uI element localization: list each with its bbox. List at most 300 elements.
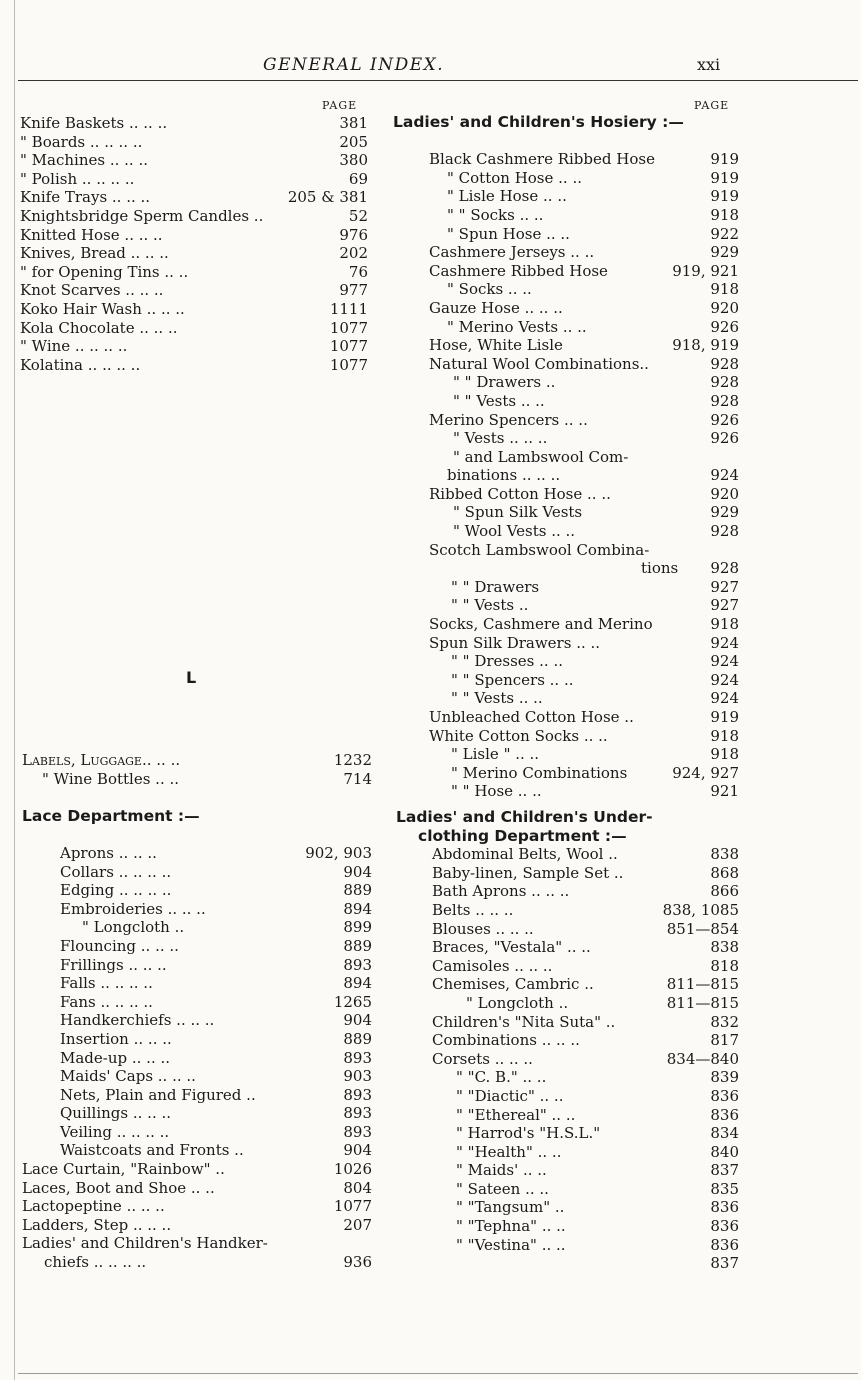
entry-text: " for Opening Tins .. .. <box>20 262 189 281</box>
entry-page: 76 <box>348 262 368 281</box>
index-entry <box>22 1067 372 1086</box>
entry-text: " Spun Hose .. .. <box>447 224 570 243</box>
index-entry <box>396 1013 739 1032</box>
entry-page: 202 <box>339 244 368 263</box>
entry-page: 899 <box>343 918 372 937</box>
entry-page: 920 <box>710 298 739 317</box>
index-entry <box>396 1068 739 1087</box>
entry-page: 926 <box>710 410 739 429</box>
entry-text: Flouncing .. .. .. <box>60 936 179 955</box>
entry-page: 804 <box>343 1178 372 1197</box>
entry-text: " "Ethereal" .. .. <box>456 1105 576 1124</box>
entry-text: " Wine .. .. .. .. <box>20 337 128 356</box>
entry-text: Edging .. .. .. .. <box>60 881 172 900</box>
index-entry <box>396 1087 739 1106</box>
index-entry <box>393 671 739 690</box>
entry-text: " Spun Silk Vests <box>453 503 583 522</box>
entry-page: 902, 903 <box>305 843 372 862</box>
entry-page: 919, 921 <box>672 261 739 280</box>
entry-text: Unbleached Cotton Hose .. <box>429 708 634 726</box>
index-entry <box>393 764 739 783</box>
entry-text: tions <box>641 559 679 578</box>
entry-page: 918, 919 <box>672 336 739 355</box>
entry-text: Veiling .. .. .. .. <box>60 1122 170 1141</box>
entry-text: Corsets .. .. .. <box>432 1049 533 1068</box>
index-entry <box>393 745 739 764</box>
index-entry <box>20 337 368 356</box>
index-entry <box>20 281 368 300</box>
index-entry <box>393 689 739 708</box>
entry-page: 918 <box>710 745 739 764</box>
entry-text: " Sateen .. .. <box>456 1179 549 1198</box>
index-entry <box>22 937 372 956</box>
index-entry <box>22 1197 372 1216</box>
index-entry <box>393 262 739 281</box>
entry-text: " Cotton Hose .. .. <box>447 168 582 187</box>
entry-text: Ladies' and Children's Under- <box>396 808 653 826</box>
entry-text: White Cotton Socks .. .. <box>429 726 608 745</box>
index-entry <box>20 133 368 152</box>
entry-page: 929 <box>710 243 739 262</box>
entry-text: clothing Department :— <box>418 826 627 845</box>
entry-page: 921 <box>710 782 739 801</box>
index-entry <box>396 845 739 864</box>
index-entry <box>20 188 368 207</box>
entry-page: 837 <box>710 1161 739 1180</box>
entry-page: 866 <box>710 882 739 901</box>
entry-page: 894 <box>343 974 372 993</box>
index-entry <box>396 1050 739 1069</box>
entry-page: 918 <box>710 280 739 299</box>
entry-text: Labels, Luggage.. .. .. <box>22 751 181 769</box>
index-entry <box>393 429 739 448</box>
index-entry <box>22 918 372 937</box>
entry-text: Knightsbridge Sperm Candles .. <box>20 206 264 225</box>
entry-text: Children's "Nita Suta" .. <box>432 1012 616 1031</box>
entry-text: Ladies' and Children's Handker- <box>22 1234 268 1253</box>
index-column-underclothing <box>396 808 739 1273</box>
entry-page: 839 <box>710 1068 739 1087</box>
index-entry <box>393 522 739 541</box>
entry-page: 834—840 <box>666 1049 739 1068</box>
entry-text: Ladies' and Children's Hosiery :— <box>393 113 684 131</box>
index-entry <box>22 900 372 919</box>
entry-page: 836 <box>710 1235 739 1254</box>
entry-text: Black Cashmere Ribbed Hose <box>429 150 655 169</box>
index-entry <box>22 770 372 789</box>
entry-text: Lace Curtain, "Rainbow" .. <box>22 1160 225 1179</box>
entry-page: 1077 <box>333 1197 372 1216</box>
index-entry <box>20 170 368 189</box>
entry-text: Laces, Boot and Shoe .. .. <box>22 1178 215 1197</box>
index-entry <box>20 300 368 319</box>
index-entry <box>396 1161 739 1180</box>
entry-page: 851—854 <box>666 919 739 938</box>
entry-text: Knives, Bread .. .. .. <box>20 244 169 263</box>
index-entry <box>396 1217 739 1236</box>
entry-page: 838, 1085 <box>662 900 739 919</box>
index-entry <box>396 901 739 920</box>
left-page-label: PAGE <box>322 99 358 112</box>
entry-text: " " Dresses .. .. <box>451 652 563 671</box>
entry-text: binations .. .. .. <box>447 466 561 485</box>
entry-page: 205 & 381 <box>287 188 368 207</box>
index-entry <box>22 956 372 975</box>
index-entry <box>22 1049 372 1068</box>
index-entry <box>396 957 739 976</box>
index-entry <box>396 920 739 939</box>
index-entry <box>396 808 739 827</box>
entry-text: " "Health" .. .. <box>456 1142 562 1161</box>
index-entry <box>396 1031 739 1050</box>
entry-text: " Longcloth .. <box>466 993 569 1012</box>
index-entry <box>22 1123 372 1142</box>
entry-page: 381 <box>339 114 368 132</box>
page-header <box>0 55 861 79</box>
entry-page: 811—815 <box>666 993 739 1012</box>
index-entry <box>22 1179 372 1198</box>
entry-page: 889 <box>343 1029 372 1048</box>
entry-text: " Harrod's "H.S.L." <box>456 1124 601 1143</box>
entry-page: 928 <box>710 354 739 373</box>
index-entry <box>396 1124 739 1143</box>
entry-page: 818 <box>710 956 739 975</box>
index-column-hosiery <box>393 113 739 801</box>
entry-text: Cashmere Jerseys .. .. <box>429 243 595 262</box>
entry-text: Socks, Cashmere and Merino <box>429 615 653 634</box>
entry-text: Quillings .. .. .. <box>60 1104 172 1123</box>
index-entry <box>396 938 739 957</box>
entry-text: " Merino Vests .. .. <box>447 317 587 336</box>
entry-page: 1232 <box>333 751 372 769</box>
entry-page: 920 <box>710 484 739 503</box>
index-entry <box>22 788 372 807</box>
index-entry <box>20 263 368 282</box>
entry-text: Lactopeptine .. .. .. <box>22 1197 165 1216</box>
entry-text: " Lisle Hose .. .. <box>447 187 567 206</box>
entry-text: " Maids' .. .. <box>456 1161 547 1180</box>
index-entry <box>396 975 739 994</box>
entry-page: 928 <box>710 373 739 392</box>
entry-text: Frillings .. .. .. <box>60 955 167 974</box>
index-entry <box>22 1030 372 1049</box>
entry-text: Gauze Hose .. .. .. <box>429 298 563 317</box>
entry-page: 976 <box>339 225 368 244</box>
index-entry <box>20 356 368 375</box>
entry-page: 835 <box>710 1179 739 1198</box>
index-entry <box>22 825 372 844</box>
index-entry <box>393 596 739 615</box>
entry-page: 926 <box>710 317 739 336</box>
entry-page: 928 <box>710 522 739 541</box>
entry-text: " Merino Combinations <box>451 763 628 782</box>
index-entry <box>393 466 739 485</box>
index-entry <box>20 114 368 133</box>
index-entry <box>393 187 739 206</box>
index-entry <box>393 559 739 578</box>
entry-text: Falls .. .. .. .. <box>60 974 153 993</box>
right-page-label: PAGE <box>694 99 730 112</box>
entry-text: " "Diactic" .. .. <box>456 1086 564 1105</box>
entry-text: Cashmere Ribbed Hose <box>429 261 608 280</box>
entry-text: " "Tephna" .. .. <box>456 1217 566 1236</box>
entry-text: Blouses .. .. .. <box>432 919 534 938</box>
index-entry <box>393 503 739 522</box>
index-entry <box>396 1180 739 1199</box>
bottom-rule <box>18 1373 858 1374</box>
index-entry <box>393 615 739 634</box>
entry-text: Handkerchiefs .. .. .. <box>60 1011 215 1030</box>
index-entry <box>393 411 739 430</box>
entry-text: " " Spencers .. .. <box>451 670 574 689</box>
index-entry <box>20 207 368 226</box>
entry-page: 1077 <box>329 355 368 374</box>
entry-page: 817 <box>710 1031 739 1050</box>
entry-page: 889 <box>343 881 372 900</box>
entry-text: Embroideries .. .. .. <box>60 899 206 918</box>
entry-page: 919 <box>710 150 739 169</box>
page-title: GENERAL INDEX. <box>263 55 445 75</box>
entry-text: Waistcoats and Fronts .. <box>60 1141 244 1160</box>
entry-text: Kolatina .. .. .. .. <box>20 355 141 374</box>
entry-page: 929 <box>710 503 739 522</box>
index-entry <box>22 807 372 826</box>
entry-page: 838 <box>710 845 739 864</box>
index-entry <box>393 652 739 671</box>
entry-page: 924, 927 <box>672 763 739 782</box>
index-entry <box>393 782 739 801</box>
entry-page: 936 <box>343 1253 372 1272</box>
entry-page: 893 <box>343 955 372 974</box>
entry-page: 928 <box>710 559 739 578</box>
entry-page: 893 <box>343 1122 372 1141</box>
index-entry <box>22 993 372 1012</box>
index-entry <box>393 634 739 653</box>
entry-page: 919 <box>710 708 739 726</box>
header-rule <box>18 80 858 81</box>
entry-text: Belts .. .. .. <box>432 900 514 919</box>
entry-text: Spun Silk Drawers .. .. <box>429 633 601 652</box>
index-entry <box>396 864 739 883</box>
entry-page: 1077 <box>329 337 368 356</box>
entry-text: Combinations .. .. .. <box>432 1031 580 1050</box>
entry-text: Hose, White Lisle <box>429 336 563 355</box>
index-entry <box>396 827 739 846</box>
page-binding-edge <box>14 0 15 1380</box>
entry-text: Camisoles .. .. .. <box>432 956 553 975</box>
entry-text: " " Socks .. .. <box>447 205 544 224</box>
index-column-l-entries <box>22 751 372 1272</box>
entry-page: 919 <box>710 187 739 206</box>
entry-text: Koko Hair Wash .. .. .. <box>20 299 185 318</box>
index-entry <box>22 751 372 770</box>
index-entry <box>22 881 372 900</box>
index-entry <box>396 1143 739 1162</box>
entry-page: 904 <box>343 862 372 881</box>
entry-text: Nets, Plain and Figured .. <box>60 1085 256 1104</box>
entry-page: 889 <box>343 936 372 955</box>
index-entry <box>396 1106 739 1125</box>
entry-page: 919 <box>710 168 739 187</box>
entry-page: 924 <box>710 670 739 689</box>
index-entry <box>393 318 739 337</box>
entry-text: Kola Chocolate .. .. .. <box>20 318 178 337</box>
index-entry <box>396 882 739 901</box>
index-entry <box>393 280 739 299</box>
index-entry <box>22 1104 372 1123</box>
entry-page: 927 <box>710 577 739 596</box>
entry-text: Ladders, Step .. .. .. <box>22 1215 172 1234</box>
entry-text: Lace Department :— <box>22 806 200 825</box>
entry-text: Collars .. .. .. .. <box>60 862 172 881</box>
index-entry <box>393 541 739 560</box>
entry-page: 894 <box>343 899 372 918</box>
entry-page: 904 <box>343 1011 372 1030</box>
entry-page: 904 <box>343 1141 372 1160</box>
entry-page: 918 <box>710 205 739 224</box>
entry-page: 836 <box>710 1086 739 1105</box>
entry-text: Knife Baskets .. .. .. <box>20 114 168 132</box>
index-entry <box>22 863 372 882</box>
entry-text: Knot Scarves .. .. .. <box>20 281 164 300</box>
entry-text: Knife Trays .. .. .. <box>20 188 151 207</box>
entry-page: 832 <box>710 1012 739 1031</box>
entry-text: " Boards .. .. .. .. <box>20 132 143 151</box>
entry-text: " "C. B." .. .. <box>456 1068 547 1087</box>
index-entry <box>393 225 739 244</box>
entry-text: Braces, "Vestala" .. .. <box>432 938 591 957</box>
index-entry <box>22 1216 372 1235</box>
index-entry <box>393 206 739 225</box>
entry-page: 1026 <box>333 1160 372 1179</box>
entry-text: " " Vests .. <box>451 596 529 615</box>
index-entry <box>396 1236 739 1255</box>
entry-page: 918 <box>710 615 739 634</box>
entry-page: 840 <box>710 1142 739 1161</box>
entry-text: " " Drawers .. <box>453 373 556 392</box>
index-entry <box>22 844 372 863</box>
entry-text: Baby-linen, Sample Set .. <box>432 863 624 882</box>
index-entry <box>20 244 368 263</box>
index-entry <box>393 485 739 504</box>
index-entry <box>20 226 368 245</box>
entry-page: 893 <box>343 1104 372 1123</box>
index-entry <box>22 1253 372 1272</box>
index-entry <box>393 708 739 727</box>
entry-page: 924 <box>710 689 739 708</box>
entry-page: 380 <box>339 151 368 170</box>
entry-page: 926 <box>710 429 739 448</box>
index-entry <box>22 1234 372 1253</box>
entry-text: Ribbed Cotton Hose .. .. <box>429 484 611 503</box>
entry-text: " " Hose .. .. <box>451 782 542 801</box>
entry-text: Natural Wool Combinations.. <box>429 354 649 373</box>
entry-text: " and Lambswool Com- <box>453 447 629 466</box>
entry-page: 924 <box>710 466 739 485</box>
index-entry <box>22 1160 372 1179</box>
entry-text: " Vests .. .. .. <box>453 429 548 448</box>
entry-page: 834 <box>710 1124 739 1143</box>
entry-page: 927 <box>710 596 739 615</box>
entry-text: Scotch Lambswool Combina- <box>429 540 650 559</box>
entry-page: 837 <box>710 1254 739 1273</box>
entry-page: 52 <box>348 206 368 225</box>
entry-page: 893 <box>343 1048 372 1067</box>
entry-text: " Lisle " .. .. <box>451 745 540 764</box>
entry-text: " "Vestina" .. .. <box>456 1235 566 1254</box>
entry-page: 69 <box>348 169 368 188</box>
entry-text: Insertion .. .. .. <box>60 1029 172 1048</box>
index-entry <box>393 169 739 188</box>
index-entry <box>393 132 739 151</box>
entry-page: 977 <box>339 281 368 300</box>
entry-text: Aprons .. .. .. <box>60 843 157 862</box>
entry-text: " " Vests .. .. <box>453 391 545 410</box>
index-entry <box>396 994 739 1013</box>
index-entry <box>22 1011 372 1030</box>
entry-text: Chemises, Cambric .. <box>432 975 594 994</box>
entry-text: Bath Aprons .. .. .. <box>432 882 570 901</box>
entry-page: 836 <box>710 1105 739 1124</box>
entry-page: 838 <box>710 938 739 957</box>
index-entry <box>396 1198 739 1217</box>
entry-text: Made-up .. .. .. <box>60 1048 171 1067</box>
entry-page: 924 <box>710 633 739 652</box>
index-entry <box>393 392 739 411</box>
index-entry <box>393 355 739 374</box>
entry-page: 836 <box>710 1198 739 1217</box>
entry-page: 868 <box>710 863 739 882</box>
entry-page: 811—815 <box>666 975 739 994</box>
index-entry <box>393 727 739 746</box>
entry-text: " "Tangsum" .. <box>456 1198 565 1217</box>
index-entry <box>393 448 739 467</box>
entry-page: 924 <box>710 652 739 671</box>
entry-page: 928 <box>710 391 739 410</box>
entry-text: Knitted Hose .. .. .. <box>20 225 163 244</box>
index-entry <box>22 974 372 993</box>
index-column-k-entries <box>20 114 368 374</box>
index-entry <box>393 113 739 132</box>
index-entry <box>393 243 739 262</box>
entry-text: " Polish .. .. .. .. <box>20 169 135 188</box>
entry-page: 922 <box>710 224 739 243</box>
entry-text: " Machines .. .. .. <box>20 151 148 170</box>
index-entry <box>393 150 739 169</box>
index-entry <box>20 151 368 170</box>
entry-text: " " Drawers <box>451 577 540 596</box>
index-entry <box>393 373 739 392</box>
entry-page: 1111 <box>329 299 368 318</box>
index-entry <box>396 1254 739 1273</box>
entry-text: Merino Spencers .. .. <box>429 410 588 429</box>
index-entry <box>393 578 739 597</box>
index-entry <box>393 299 739 318</box>
entry-text: Fans .. .. .. .. <box>60 992 153 1011</box>
entry-page: 836 <box>710 1217 739 1236</box>
entry-text: chiefs .. .. .. .. <box>44 1253 147 1272</box>
index-entry <box>393 336 739 355</box>
page-number: xxi <box>697 55 721 74</box>
entry-page: 1077 <box>329 318 368 337</box>
entry-page: 918 <box>710 726 739 745</box>
entry-text: " " Vests .. .. <box>451 689 543 708</box>
index-entry <box>20 319 368 338</box>
entry-page: 205 <box>339 132 368 151</box>
entry-page: 714 <box>343 769 372 788</box>
entry-page: 903 <box>343 1067 372 1086</box>
entry-text: " Longcloth .. <box>82 918 185 937</box>
